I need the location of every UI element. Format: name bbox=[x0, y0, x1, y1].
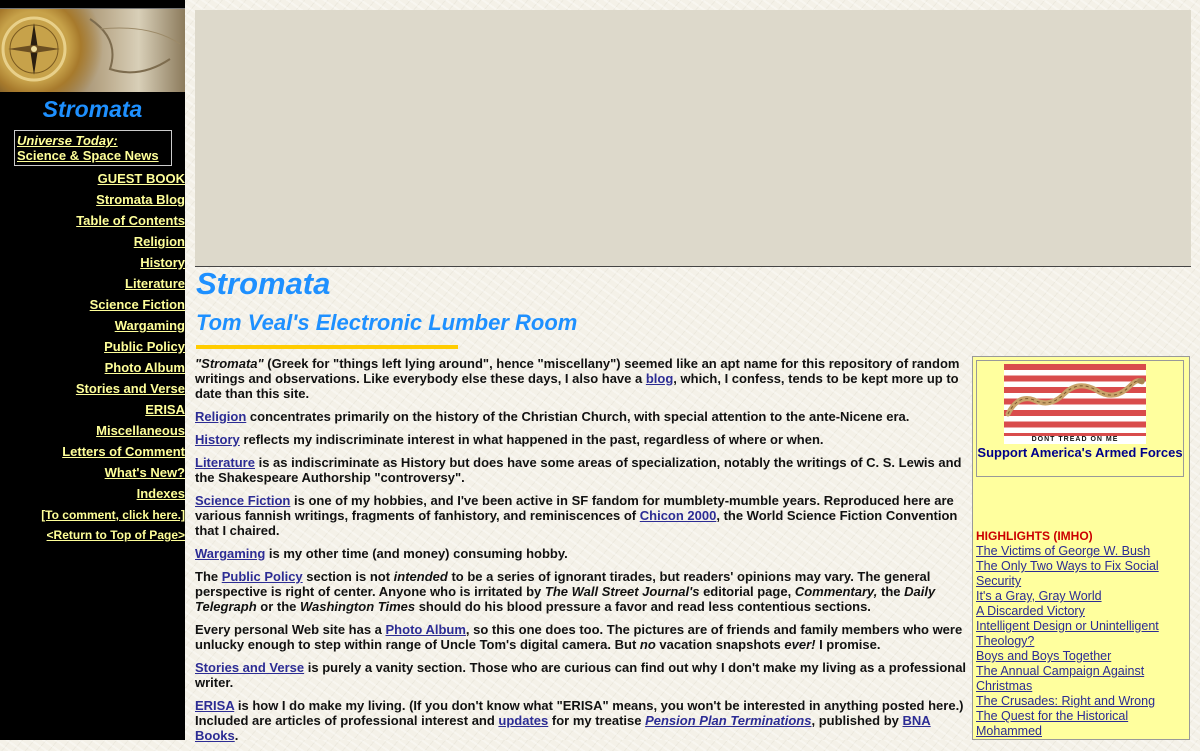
nav-erisa[interactable]: ERISA bbox=[145, 402, 185, 417]
nav-photo-album[interactable]: Photo Album bbox=[104, 360, 185, 375]
flag-motto: DONT TREAD ON ME bbox=[1004, 436, 1146, 443]
highlights-list bbox=[976, 544, 1188, 739]
nav-history[interactable]: History bbox=[140, 255, 185, 270]
title-underline bbox=[196, 345, 458, 349]
page-title: Stromata bbox=[196, 266, 331, 301]
nav-public-policy[interactable]: Public Policy bbox=[104, 339, 185, 354]
erisa-text-2: for my treatise bbox=[548, 713, 646, 728]
sidebar bbox=[0, 0, 185, 740]
support-armed-forces-link[interactable]: Support America's Armed Forces bbox=[977, 445, 1183, 460]
nav-table-of-contents[interactable]: Table of Contents bbox=[76, 213, 185, 228]
wargaming-text: is my other time (and money) consuming hobby. bbox=[265, 546, 568, 561]
policy-text-4: editorial page, bbox=[699, 584, 795, 599]
public-policy-link[interactable]: Public Policy bbox=[221, 569, 303, 584]
comment-link[interactable]: [To comment, click here.] bbox=[41, 508, 185, 522]
nav-miscellaneous[interactable]: Miscellaneous bbox=[96, 423, 185, 438]
religion-text: concentrates primarily on the history of the Christian Church, with special attention to the ante-Nicene era. bbox=[246, 409, 910, 424]
policy-text-5: the bbox=[877, 584, 905, 599]
highlight-link[interactable]: A Discarded Victory bbox=[976, 604, 1085, 618]
history-paragraph bbox=[195, 432, 967, 447]
universe-today-box bbox=[14, 130, 172, 166]
pension-plan-terminations-link[interactable]: Pension Plan Terminations bbox=[645, 713, 812, 728]
literature-link[interactable]: Literature bbox=[195, 455, 255, 470]
policy-text-1: The bbox=[195, 569, 222, 584]
compass-icon bbox=[0, 9, 185, 93]
photo-text-2: , so this one does too. The pictures are of friends and family members who were unlucky enough to step within range of Uncle Tom's digital camera. But bbox=[195, 622, 963, 652]
policy-italic-commentary: Commentary, bbox=[794, 584, 878, 599]
highlights-sidebar bbox=[972, 356, 1190, 740]
armed-forces-box bbox=[976, 360, 1184, 477]
erisa-text-4: . bbox=[234, 728, 239, 743]
highlight-link[interactable]: Boys and Boys Together bbox=[976, 649, 1112, 663]
science-fiction-paragraph bbox=[195, 493, 967, 538]
photo-text-1: Every personal Web site has a bbox=[195, 622, 386, 637]
photo-album-paragraph bbox=[195, 622, 967, 652]
erisa-text-1: is how I do make my living. (If you don't know what "ERISA" means, you won't be interested in anything posted here.) Included are articles of professional interest and bbox=[195, 698, 964, 728]
policy-italic-intended: intended bbox=[393, 569, 448, 584]
policy-italic-telegraph: Daily Telegraph bbox=[195, 584, 936, 614]
policy-italic-times: Washington Times bbox=[300, 599, 416, 614]
literature-paragraph bbox=[195, 455, 967, 485]
compass-logo-image[interactable] bbox=[0, 8, 185, 92]
wargaming-paragraph bbox=[195, 546, 967, 561]
nav-literature[interactable]: Literature bbox=[125, 276, 185, 291]
policy-text-6: or the bbox=[256, 599, 300, 614]
science-fiction-text-end: , the World Science Fiction Convention that I chaired. bbox=[195, 508, 958, 538]
intro-term: "Stromata" bbox=[195, 356, 264, 371]
chicon-2000-link[interactable]: Chicon 2000 bbox=[639, 508, 717, 523]
highlight-link[interactable]: The Quest for the Historical Mohammed bbox=[976, 709, 1129, 738]
nav-letters-of-comment[interactable]: Letters of Comment bbox=[62, 444, 185, 459]
science-fiction-text: is one of my hobbies, and I've been active in SF fandom for mumblety-mumble years. Reproduced here are various fannish writings, fragments of fanhistory, and reminiscences of bbox=[195, 493, 954, 523]
nav-science-fiction[interactable]: Science Fiction bbox=[89, 297, 185, 312]
nav-wargaming[interactable]: Wargaming bbox=[114, 318, 185, 333]
public-policy-paragraph bbox=[195, 569, 967, 614]
nav-stromata-blog[interactable]: Stromata Blog bbox=[96, 192, 185, 207]
return-to-top-link[interactable]: <Return to Top of Page> bbox=[46, 528, 185, 542]
nav-stories-and-verse[interactable]: Stories and Verse bbox=[75, 381, 185, 396]
wargaming-link[interactable]: Wargaming bbox=[195, 546, 266, 561]
intro-paragraph bbox=[195, 356, 967, 401]
rattlesnake-icon bbox=[1004, 364, 1146, 444]
policy-text-2: section is not bbox=[302, 569, 394, 584]
religion-link[interactable]: Religion bbox=[195, 409, 247, 424]
science-fiction-link[interactable]: Science Fiction bbox=[195, 493, 291, 508]
policy-text-7: should do his blood pressure a favor and read less contentious sections. bbox=[415, 599, 871, 614]
blog-link[interactable]: blog bbox=[645, 371, 674, 386]
nav-indexes[interactable]: Indexes bbox=[136, 486, 185, 501]
erisa-paragraph bbox=[195, 698, 967, 743]
highlight-link[interactable]: The Only Two Ways to Fix Social Security bbox=[976, 559, 1159, 588]
bna-books-link[interactable]: BNA Books bbox=[195, 713, 931, 743]
highlight-link[interactable]: It's a Gray, Gray World bbox=[976, 589, 1102, 603]
sidebar-nav bbox=[0, 171, 185, 547]
photo-album-link[interactable]: Photo Album bbox=[385, 622, 466, 637]
history-link[interactable]: History bbox=[195, 432, 240, 447]
highlight-link[interactable]: The Annual Campaign Against Christmas bbox=[976, 664, 1145, 693]
nav-whats-new[interactable]: What's New? bbox=[104, 465, 185, 480]
stories-text: is purely a vanity section. Those who are curious can find out why I don't make my living as a professional writer. bbox=[195, 660, 967, 690]
universe-today-link[interactable] bbox=[17, 133, 169, 163]
highlights-title: HIGHLIGHTS (IMHO) bbox=[976, 529, 1093, 543]
policy-text-3: to be a series of ignorant tirades, but readers' opinions may vary. The general perspective is right of center. Anyone who is irritated by bbox=[195, 569, 931, 599]
banner-placeholder bbox=[195, 10, 1191, 267]
intro-text: (Greek for "things left lying around", hence "miscellany") seemed like an apt name for this repository of random writings and observations. Like everybody else these days, I also have a bbox=[195, 356, 960, 386]
universe-today-title: Universe Today: bbox=[17, 133, 118, 148]
photo-italic-ever: ever! bbox=[784, 637, 816, 652]
main-content bbox=[195, 356, 967, 751]
erisa-link[interactable]: ERISA bbox=[195, 698, 235, 713]
photo-text-3: vacation snapshots bbox=[655, 637, 785, 652]
intro-text-end: , which, I confess, tends to be kept more up to date than this site. bbox=[195, 371, 959, 401]
literature-text: is as indiscriminate as History but does have some areas of specialization, notably the writings of C. S. Lewis and the Shakespeare Authorship "controversy". bbox=[195, 455, 962, 485]
highlight-link[interactable]: The Crusades: Right and Wrong bbox=[976, 694, 1156, 708]
updates-link[interactable]: updates bbox=[498, 713, 549, 728]
policy-italic-wsj: The Wall Street Journal's bbox=[544, 584, 700, 599]
navy-jack-flag-image[interactable] bbox=[1004, 364, 1146, 444]
stories-paragraph bbox=[195, 660, 967, 690]
page-subtitle: Tom Veal's Electronic Lumber Room bbox=[196, 310, 578, 335]
photo-italic-no: no bbox=[639, 637, 656, 652]
universe-today-subtitle: Science & Space News bbox=[17, 148, 159, 163]
history-text: reflects my indiscriminate interest in what happened in the past, regardless of where or when. bbox=[239, 432, 824, 447]
highlight-link[interactable]: The Victims of George W. Bush bbox=[976, 544, 1151, 558]
stories-and-verse-link[interactable]: Stories and Verse bbox=[195, 660, 305, 675]
nav-religion[interactable]: Religion bbox=[133, 234, 185, 249]
nav-guest-book[interactable]: GUEST BOOK bbox=[97, 171, 185, 186]
erisa-text-3: , published by bbox=[811, 713, 903, 728]
religion-paragraph bbox=[195, 409, 967, 424]
sidebar-site-title: Stromata bbox=[42, 96, 143, 122]
photo-text-4: I promise. bbox=[815, 637, 881, 652]
highlight-link[interactable]: Intelligent Design or Unintelligent Theology? bbox=[976, 619, 1159, 648]
